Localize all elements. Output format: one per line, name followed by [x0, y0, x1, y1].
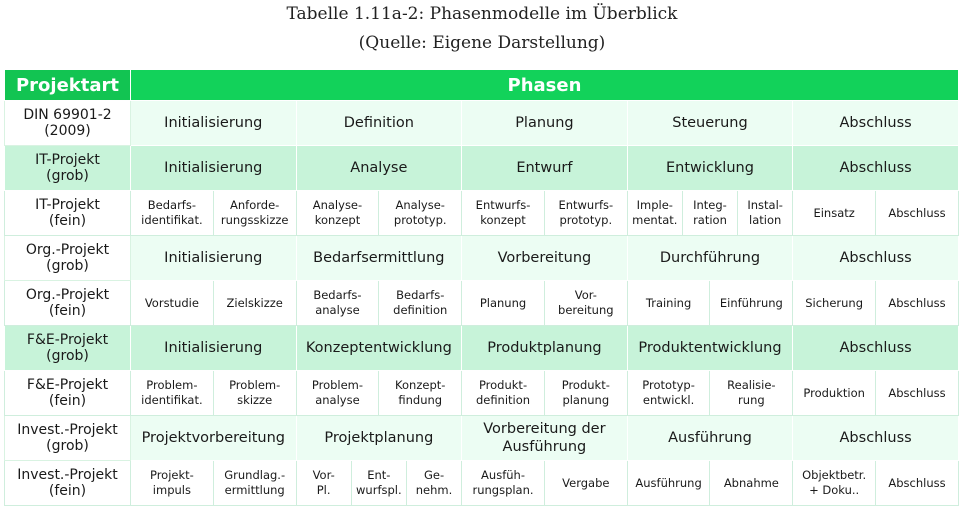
row-label: Invest.-Projekt (fein) [5, 461, 131, 506]
header-row [5, 70, 959, 101]
phase-cell: Training [627, 281, 710, 326]
table-caption-title: Tabelle 1.11a-2: Phasenmodelle im Überblick [286, 4, 678, 24]
phase-cell: Planung [462, 101, 628, 146]
row-label: DIN 69901-2 (2009) [5, 101, 131, 146]
phase-cell: Abschluss [876, 371, 959, 416]
phase-cell: Bedarfsermittlung [296, 236, 462, 281]
phase-cell: Bedarfs- analyse [296, 281, 379, 326]
table-row [5, 371, 959, 416]
table-row [5, 236, 959, 281]
phase-cell: Grundlag.- ermittlung [213, 461, 296, 506]
table-row [5, 326, 959, 371]
table-row [5, 281, 959, 326]
row-label: Org.-Projekt (fein) [5, 281, 131, 326]
phase-cell: Ausfüh- rungsplan. [462, 461, 545, 506]
phase-cell: Abnahme [710, 461, 793, 506]
phase-cell: Vergabe [544, 461, 627, 506]
phase-cell: Vorbereitung der Ausführung [462, 416, 628, 461]
phase-cell: Realisie- rung [710, 371, 793, 416]
row-label: F&E-Projekt (fein) [5, 371, 131, 416]
phase-cell: Ausführung [627, 416, 793, 461]
phase-cell: Analyse [296, 146, 462, 191]
phase-cell: Anforde- rungsskizze [213, 191, 296, 236]
phase-cell: Vorstudie [131, 281, 214, 326]
phase-cell: Ausführung [627, 461, 710, 506]
table-row [5, 101, 959, 146]
phase-cell: Entwicklung [627, 146, 793, 191]
phase-cell: Vor- Pl. [296, 461, 351, 506]
header-phasen: Phasen [131, 70, 959, 101]
phase-cell: Produkt- planung [544, 371, 627, 416]
phase-cell: Produktplanung [462, 326, 628, 371]
phase-cell: Instal- lation [738, 191, 793, 236]
phase-cell: Entwurf [462, 146, 628, 191]
row-label: IT-Projekt (grob) [5, 146, 131, 191]
phase-cell: Ge- nehm. [406, 461, 461, 506]
phase-cell: Konzeptentwicklung [296, 326, 462, 371]
phase-cell: Ent- wurfspl. [351, 461, 406, 506]
phase-cell: Vorbereitung [462, 236, 628, 281]
phase-cell: Steuerung [627, 101, 793, 146]
phase-cell: Abschluss [876, 281, 959, 326]
phase-cell: Entwurfs- prototyp. [544, 191, 627, 236]
phase-cell: Integ- ration [682, 191, 737, 236]
table-row [5, 416, 959, 461]
table-caption-source: (Quelle: Eigene Darstellung) [358, 33, 606, 53]
row-label: Org.-Projekt (grob) [5, 236, 131, 281]
phase-cell: Problem- analyse [296, 371, 379, 416]
phase-cell: Bedarfs- identifikat. [131, 191, 214, 236]
phase-cell: Produktentwicklung [627, 326, 793, 371]
table-row [5, 461, 959, 506]
phase-cell: Initialisierung [131, 236, 297, 281]
phase-cell: Problem- identifikat. [131, 371, 214, 416]
phase-cell: Initialisierung [131, 326, 297, 371]
phase-cell: Projekt- impuls [131, 461, 214, 506]
phase-cell: Entwurfs- konzept [462, 191, 545, 236]
phase-cell: Einführung [710, 281, 793, 326]
phase-cell: Bedarfs- definition [379, 281, 462, 326]
phase-cell: Abschluss [793, 101, 959, 146]
row-label: Invest.-Projekt (grob) [5, 416, 131, 461]
phase-cell: Einsatz [793, 191, 876, 236]
phase-cell: Projektvorbereitung [131, 416, 297, 461]
row-label: IT-Projekt (fein) [5, 191, 131, 236]
phase-models-table [4, 69, 959, 506]
phase-cell: Sicherung [793, 281, 876, 326]
phase-cell: Vor- bereitung [544, 281, 627, 326]
phase-cell: Analyse- konzept [296, 191, 379, 236]
phase-cell: Konzept- findung [379, 371, 462, 416]
phase-cell: Durchführung [627, 236, 793, 281]
phase-cell: Initialisierung [131, 101, 297, 146]
phase-cell: Analyse- prototyp. [379, 191, 462, 236]
phase-cell: Definition [296, 101, 462, 146]
phase-cell: Abschluss [793, 326, 959, 371]
header-projektart: Projektart [5, 70, 131, 101]
phase-cell: Produktion [793, 371, 876, 416]
phase-cell: Prototyp- entwickl. [627, 371, 710, 416]
phase-cell: Abschluss [876, 461, 959, 506]
phase-cell: Planung [462, 281, 545, 326]
phase-cell: Imple- mentat. [627, 191, 682, 236]
table-body [5, 101, 959, 506]
phase-cell: Zielskizze [213, 281, 296, 326]
phase-cell: Projektplanung [296, 416, 462, 461]
phase-cell: Abschluss [793, 236, 959, 281]
phase-cell: Initialisierung [131, 146, 297, 191]
phase-cell: Abschluss [793, 146, 959, 191]
table-row [5, 146, 959, 191]
phase-cell: Objektbetr. + Doku.. [793, 461, 876, 506]
phase-cell: Abschluss [876, 191, 959, 236]
row-label: F&E-Projekt (grob) [5, 326, 131, 371]
phase-cell: Abschluss [793, 416, 959, 461]
phase-cell: Produkt- definition [462, 371, 545, 416]
table-row [5, 191, 959, 236]
phase-cell: Problem- skizze [213, 371, 296, 416]
